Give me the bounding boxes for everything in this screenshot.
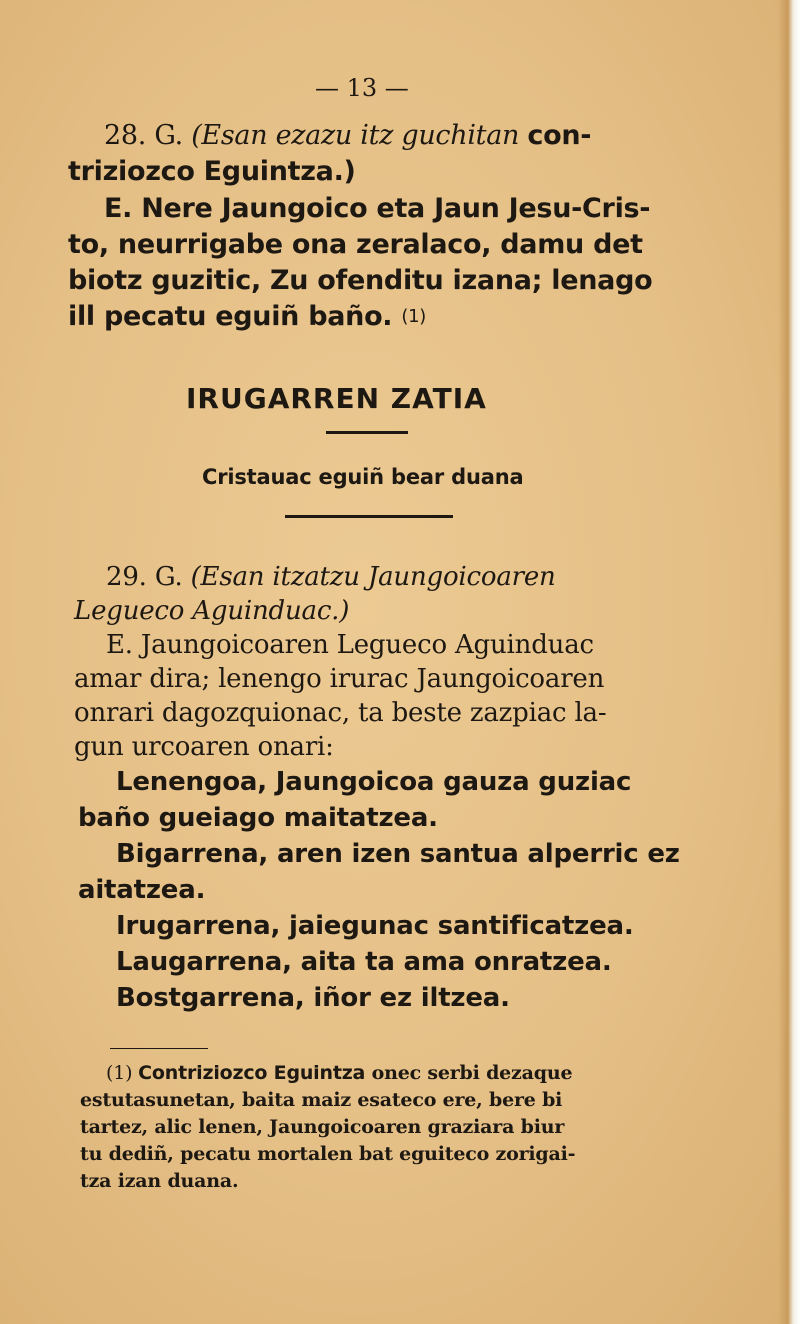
section-subtitle: Cristauac eguiñ bear duana (202, 465, 524, 489)
page-edge (778, 0, 800, 1324)
q28-answer-line-3: biotz guzitic, Zu ofenditu izana; lenago (68, 265, 653, 296)
commandment-line-4: aitatzea. (78, 875, 206, 905)
commandment-line-6: Laugarrena, aita ta ama onratzea. (116, 947, 612, 977)
q28-instruction-end: con- (527, 120, 592, 151)
q28-answer-text: ill pecatu eguiñ baño. (68, 301, 393, 332)
section-title: IRUGARREN ZATIA (186, 382, 487, 415)
q29-answer-line-1: E. Jaungoicoaren Legueco Aguinduac (106, 630, 594, 660)
q28-answer-line-4 (68, 301, 426, 332)
q29-answer-line-4: gun urcoaren onari: (74, 732, 334, 762)
q28-line-1 (104, 120, 591, 151)
commandment-line-5: Irugarrena, jaiegunac santificatzea. (116, 911, 634, 941)
section-title-rule (326, 431, 408, 434)
q28-footnote-ref: (1) (401, 306, 426, 327)
q29-number: 29. G. (106, 562, 191, 592)
footnote-line-2: estutasunetan, baita maiz esateco ere, bere bi (80, 1089, 563, 1111)
q29-answer-line-3: onrari dagozquionac, ta beste zazpiac la- (74, 698, 607, 728)
footnote-marker: (1) (106, 1062, 133, 1084)
footnote-rule (110, 1048, 208, 1049)
footnote-line-5: tza izan duana. (80, 1170, 239, 1192)
commandment-line-1: Lenengoa, Jaungoicoa gauza guziac (116, 767, 632, 797)
footnote-line-1-rest: onec serbi dezaque (365, 1062, 573, 1084)
q29-line-2: Legueco Aguinduac.) (74, 596, 350, 626)
page-number: — 13 — (315, 74, 409, 102)
q29-instruction: (Esan itzatzu Jaungoicoaren (190, 562, 556, 592)
q28-answer-line-1: E. Nere Jaungoico eta Jaun Jesu-Cris- (104, 193, 651, 224)
footnote-line-1 (106, 1062, 572, 1084)
q28-answer-line-2: to, neurrigabe ona zeralaco, damu det (68, 229, 643, 260)
footnote-line-4: tu dediñ, pecatu mortalen bat eguiteco zorigai- (80, 1143, 576, 1165)
commandment-line-3: Bigarrena, aren izen santua alperric ez (116, 839, 680, 869)
footnote-line-3: tartez, alic lenen, Jaungoicoaren graziara biur (80, 1116, 565, 1138)
q28-number: 28. G. (104, 120, 192, 151)
commandment-line-7: Bostgarrena, iñor ez iltzea. (116, 983, 510, 1013)
commandment-line-2: baño gueiago maitatzea. (78, 803, 438, 833)
q28-instruction: (Esan ezazu itz guchitan (191, 120, 528, 151)
q28-line-2: triziozco Eguintza.) (68, 156, 356, 187)
footnote-lead: Contriziozco Eguintza (138, 1062, 366, 1084)
section-subtitle-rule (285, 515, 453, 518)
q29-answer-line-2: amar dira; lenengo irurac Jaungoicoaren (74, 664, 605, 694)
q29-line-1 (106, 562, 556, 592)
